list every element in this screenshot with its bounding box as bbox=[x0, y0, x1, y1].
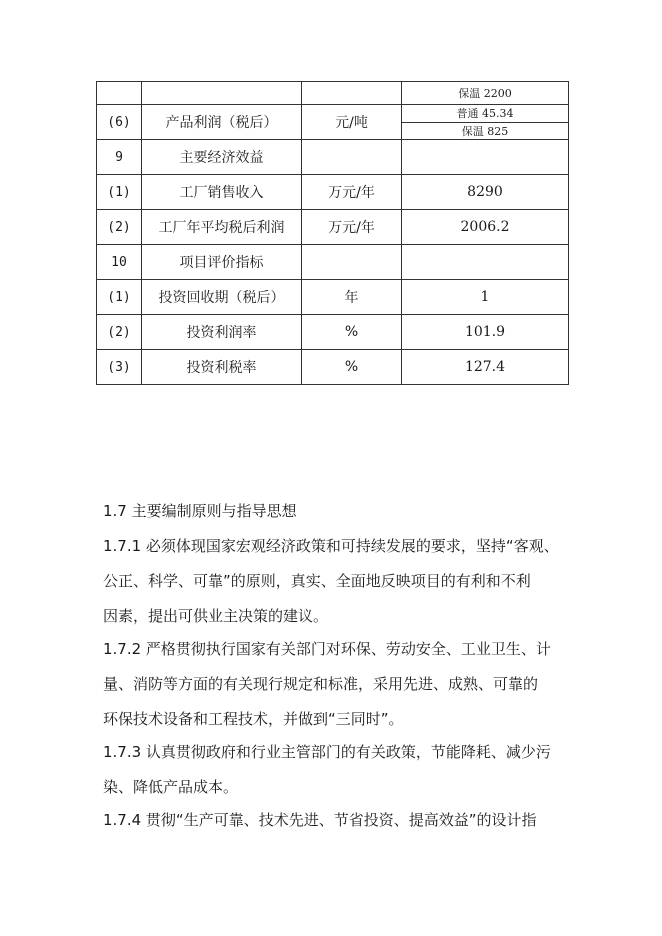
value-cell: 8290 bbox=[402, 175, 569, 210]
index-cell: (2) bbox=[97, 315, 142, 350]
paragraph-1-7-4 bbox=[103, 803, 563, 838]
index-cell: (3) bbox=[97, 350, 142, 385]
table-row bbox=[97, 82, 569, 105]
unit-cell: % bbox=[302, 350, 402, 385]
table-row bbox=[97, 350, 569, 385]
unit-cell bbox=[302, 140, 402, 175]
value-cell: 1 bbox=[402, 280, 569, 315]
index-cell: (1) bbox=[97, 175, 142, 210]
value-cell bbox=[402, 140, 569, 175]
value-normal: 普通 45.34 bbox=[456, 107, 514, 121]
index-cell: (1) bbox=[97, 280, 142, 315]
table-row bbox=[97, 210, 569, 245]
index-cell: (6) bbox=[97, 105, 142, 140]
unit-cell bbox=[302, 82, 402, 105]
index-cell: (2) bbox=[97, 210, 142, 245]
paragraph-line: 1.7.4 贯彻“生产可靠、技术先进、节省投资、提高效益”的设计指 bbox=[103, 811, 537, 829]
item-cell: 工厂年平均税后利润 bbox=[142, 210, 302, 245]
table-row bbox=[97, 315, 569, 350]
paragraph-line: 公正、科学、可靠”的原则，真实、全面地反映项目的有利和不利 bbox=[103, 572, 531, 590]
unit-cell: 元/吨 bbox=[302, 105, 402, 140]
index-cell: 10 bbox=[97, 245, 142, 280]
paragraph-line: 1.7.2 严格贯彻执行国家有关部门对环保、劳动安全、工业卫生、计 bbox=[103, 640, 551, 658]
paragraph-line: 环保技术设备和工程技术，并做到“三同时”。 bbox=[103, 710, 404, 728]
paragraph-line: 1.7.1 必须体现国家宏观经济政策和可持续发展的要求，坚持“客观、 bbox=[103, 537, 559, 555]
value-insulated: 保温 825 bbox=[402, 122, 568, 140]
item-cell: 主要经济效益 bbox=[142, 140, 302, 175]
paragraph-1-7-3 bbox=[103, 735, 563, 805]
table-row bbox=[97, 175, 569, 210]
unit-cell: 年 bbox=[302, 280, 402, 315]
paragraph-1-7-2 bbox=[103, 632, 563, 737]
item-cell: 工厂销售收入 bbox=[142, 175, 302, 210]
table-row bbox=[97, 245, 569, 280]
paragraph-line: 量、消防等方面的有关现行规定和标准，采用先进、成熟、可靠的 bbox=[103, 675, 539, 693]
unit-cell: 万元/年 bbox=[302, 175, 402, 210]
item-cell: 投资利税率 bbox=[142, 350, 302, 385]
unit-cell bbox=[302, 245, 402, 280]
unit-cell: 万元/年 bbox=[302, 210, 402, 245]
index-cell bbox=[97, 82, 142, 105]
value-cell: 127.4 bbox=[402, 350, 569, 385]
table-row bbox=[97, 280, 569, 315]
item-cell bbox=[142, 82, 302, 105]
value-cell: 101.9 bbox=[402, 315, 569, 350]
value-cell bbox=[402, 245, 569, 280]
table-row bbox=[97, 140, 569, 175]
table-row bbox=[97, 105, 569, 140]
value-cell bbox=[402, 105, 569, 140]
unit-cell: % bbox=[302, 315, 402, 350]
paragraph-line: 因素，提出可供业主决策的建议。 bbox=[103, 607, 329, 625]
item-cell: 投资利润率 bbox=[142, 315, 302, 350]
paragraph-1-7-1 bbox=[103, 529, 563, 634]
item-cell: 投资回收期（税后） bbox=[142, 280, 302, 315]
item-cell: 产品利润（税后） bbox=[142, 105, 302, 140]
paragraph-line: 1.7.3 认真贯彻政府和行业主管部门的有关政策，节能降耗、减少污 bbox=[103, 743, 551, 761]
index-cell: 9 bbox=[97, 140, 142, 175]
item-cell: 项目评价指标 bbox=[142, 245, 302, 280]
value-cell: 2006.2 bbox=[402, 210, 569, 245]
section-heading: 1.7 主要编制原则与指导思想 bbox=[103, 502, 297, 520]
paragraph-line: 染、降低产品成本。 bbox=[103, 778, 239, 796]
economic-indicators-table bbox=[96, 81, 569, 385]
value-cell: 保温 2200 bbox=[402, 82, 569, 105]
